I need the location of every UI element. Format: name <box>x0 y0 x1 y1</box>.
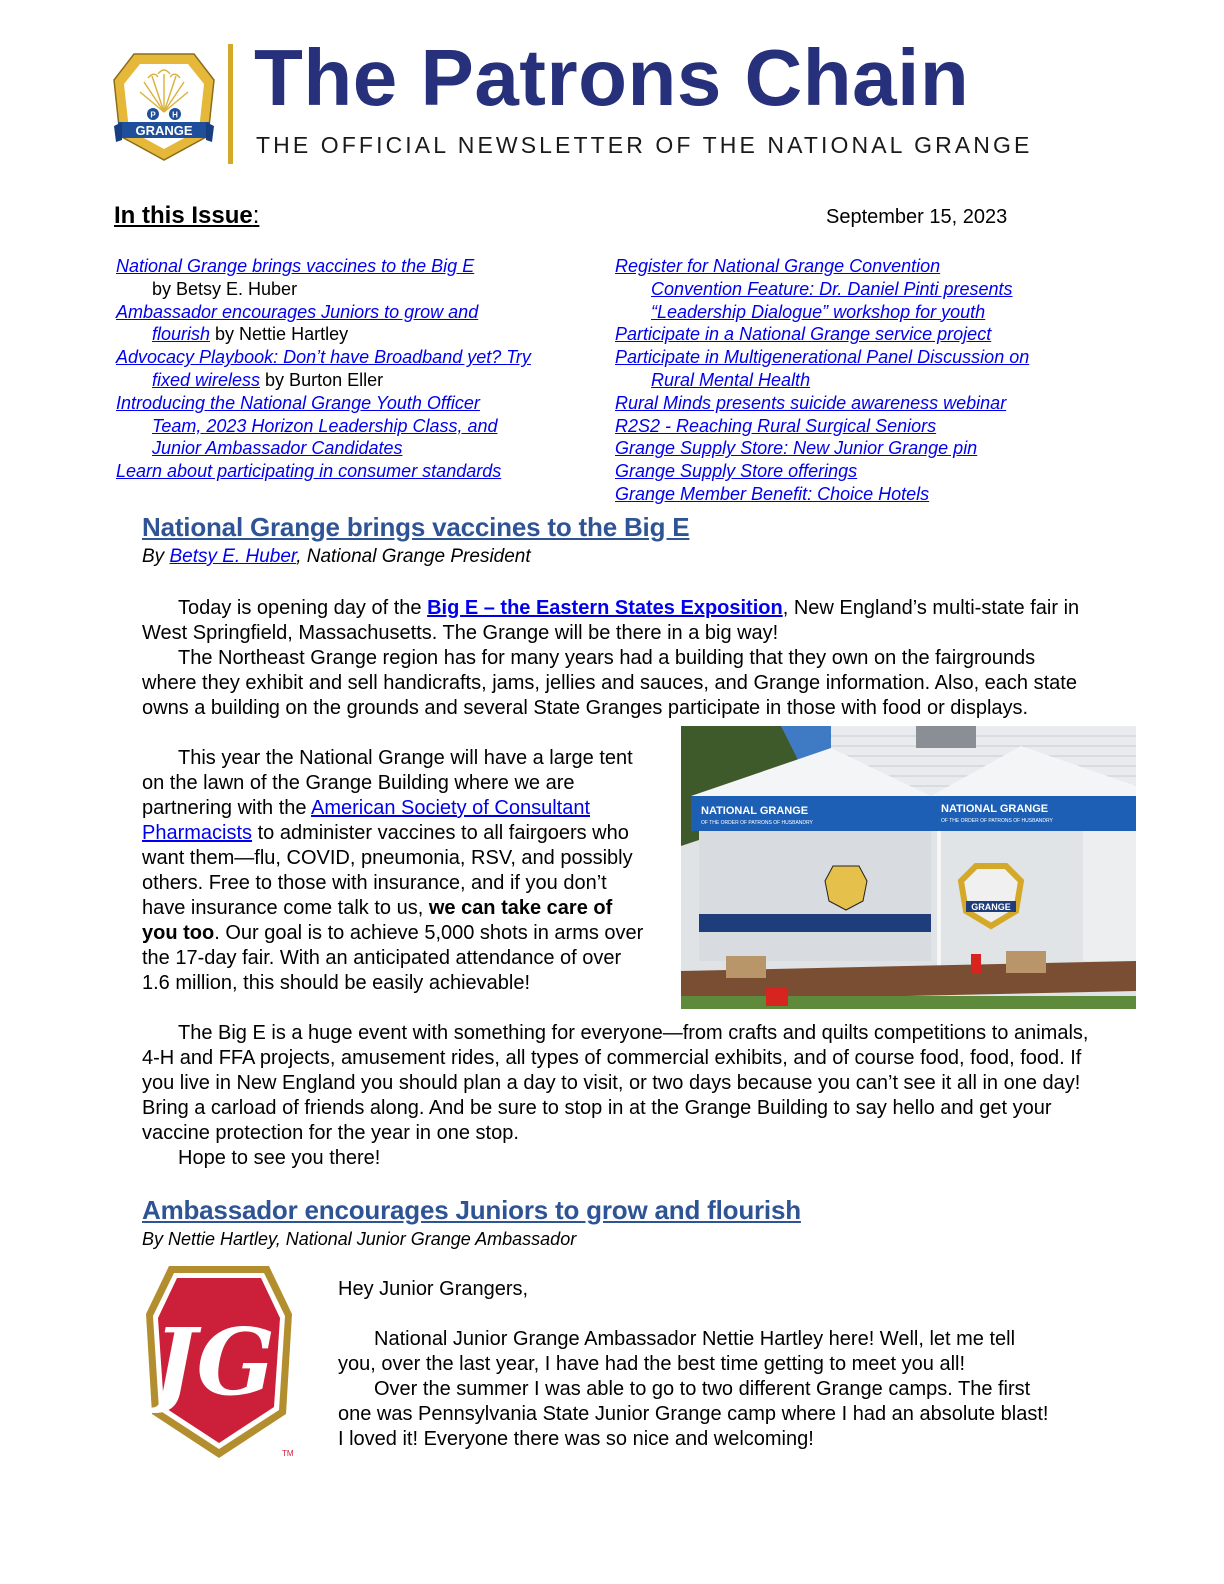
newsletter-title: The Patrons Chain <box>254 33 970 122</box>
toc-link-r2s2[interactable]: R2S2 - Reaching Rural Surgical Seniors <box>615 415 937 436</box>
svg-text:JG: JG <box>152 1308 276 1416</box>
svg-text:OF THE ORDER OF PATRONS OF HUS: OF THE ORDER OF PATRONS OF HUSBANDRY <box>941 818 1053 824</box>
article2-headline[interactable]: Ambassador encourages Juniors to grow and flourish <box>142 1195 801 1225</box>
paragraph: The Big E is a huge event with something for everyone—from crafts and quilts competitions to animals, 4-H and FFA projects, amusement rides, all types of commercial exhibits, and of course food, food, food. If you live in New England you should plan a day to visit, or two days because you can’t see it all in one day! Bring a carload of friends along. And be sure to stop in at the Grange Building to say hello and get your vaccine protection for the year in one stop. <box>142 1022 1089 1144</box>
svg-text:TM: TM <box>282 1449 294 1458</box>
junior-grange-logo-icon <box>144 1264 294 1460</box>
toc-link-youth-officers-cont2[interactable]: Junior Ambassador Candidates <box>152 438 403 459</box>
ascp-link[interactable]: American Society of Consultant Pharmacists <box>142 797 591 844</box>
toc-link-advocacy[interactable]: Advocacy Playbook: Don’t have Broadband yet? Try <box>116 347 531 368</box>
toc-link-youth-officers-cont[interactable]: Team, 2023 Horizon Leadership Class, and <box>152 415 498 436</box>
article1-continued <box>142 1021 1092 1171</box>
toc-byline: by Nettie Hartley <box>210 324 349 345</box>
toc-link-panel-discussion-cont[interactable]: Rural Mental Health <box>651 369 811 390</box>
svg-text:GRANGE: GRANGE <box>135 123 193 138</box>
svg-text:NATIONAL GRANGE: NATIONAL GRANGE <box>941 803 1049 815</box>
article1-wrapped-text <box>142 746 647 996</box>
toc-link-ambassador-cont[interactable]: flourish <box>152 324 211 345</box>
big-e-link[interactable]: Big E – the Eastern States Exposition <box>427 597 783 619</box>
toc-left-column <box>116 255 596 483</box>
toc-link-rural-minds[interactable]: Rural Minds presents suicide awareness webinar <box>615 392 1007 413</box>
tent-photo-image <box>681 726 1136 1009</box>
toc-item <box>615 460 1085 483</box>
paragraph: Hope to see you there! <box>178 1147 381 1169</box>
masthead-divider <box>228 44 233 164</box>
toc-item <box>615 323 1085 346</box>
toc-link-supply-store[interactable]: Grange Supply Store offerings <box>615 461 858 482</box>
article1-intro <box>142 596 1092 721</box>
paragraph: Today is opening day of the Big E – the Eastern States Exposition, New England’s multi-state fair in West Springfield, Massachusetts. The Grange will be there in a big way! <box>142 597 1080 644</box>
toc-item <box>615 346 1085 392</box>
toc-item <box>116 255 596 301</box>
toc-link-vaccines[interactable]: National Grange brings vaccines to the Big E <box>116 256 475 276</box>
grange-emblem-icon <box>112 50 216 162</box>
toc-link-junior-pin[interactable]: Grange Supply Store: New Junior Grange pin <box>615 438 978 459</box>
toc-item <box>615 255 1085 278</box>
toc-link-register-convention[interactable]: Register for National Grange Convention <box>615 256 941 276</box>
svg-text:GRANGE: GRANGE <box>971 902 1011 912</box>
in-this-issue-heading: In this Issue: <box>114 202 260 229</box>
article2-body <box>338 1277 1058 1452</box>
toc-item <box>116 460 596 483</box>
toc-item <box>615 437 1085 460</box>
toc-right-column <box>615 255 1085 506</box>
toc-item <box>615 392 1085 415</box>
toc-link-advocacy-cont[interactable]: fixed wireless <box>152 369 261 390</box>
author-link[interactable]: Betsy E. Huber <box>169 546 297 567</box>
svg-text:H: H <box>172 110 178 120</box>
greeting: Hey Junior Grangers, <box>338 1278 529 1300</box>
toc-link-ambassador[interactable]: Ambassador encourages Juniors to grow and <box>116 301 479 322</box>
paragraph: Over the summer I was able to go to two different Grange camps. The first one was Pennsylvania State Junior Grange camp where I had an absolute blast! I loved it! Everyone there was so nice and welcoming! <box>338 1378 1049 1450</box>
article1-headline[interactable]: National Grange brings vaccines to the Big E <box>142 512 690 542</box>
newsletter-subtitle: THE OFFICIAL NEWSLETTER OF THE NATIONAL GRANGE <box>256 132 1033 158</box>
toc-link-youth-officers[interactable]: Introducing the National Grange Youth Officer <box>116 392 480 413</box>
paragraph: The Northeast Grange region has for many years had a building that they own on the fairgrounds where they exhibit and sell handicrafts, jams, jellies and sauces, and Grange information. Also, each state owns a building on the grounds and several State Granges participate in those with food or displays. <box>142 647 1077 719</box>
masthead <box>112 33 1052 166</box>
toc-item <box>615 415 1085 438</box>
article1-byline: By Betsy E. Huber, National Grange President <box>142 546 531 567</box>
svg-text:OF THE ORDER OF PATRONS OF HUS: OF THE ORDER OF PATRONS OF HUSBANDRY <box>701 820 813 826</box>
svg-text:NATIONAL GRANGE: NATIONAL GRANGE <box>701 805 809 817</box>
toc-link-pinti-cont[interactable]: “Leadership Dialogue” workshop for youth <box>651 301 986 322</box>
toc-link-consumer-standards[interactable]: Learn about participating in consumer standards <box>116 461 502 482</box>
toc-link-service-project[interactable]: Participate in a National Grange service project <box>615 324 992 345</box>
paragraph: National Junior Grange Ambassador Nettie Hartley here! Well, let me tell you, over the last year, I have had the best time getting to meet you all! <box>338 1328 1016 1375</box>
toc-link-panel-discussion[interactable]: Participate in Multigenerational Panel Discussion on <box>615 347 1030 368</box>
svg-text:P: P <box>150 110 156 120</box>
toc-item <box>116 301 596 347</box>
toc-link-pinti[interactable]: Convention Feature: Dr. Daniel Pinti presents <box>651 278 1013 299</box>
toc-item <box>116 346 596 392</box>
toc-item <box>615 483 1085 506</box>
toc-byline: by Burton Eller <box>260 369 384 390</box>
issue-date: September 15, 2023 <box>826 206 1008 228</box>
article2-byline: By Nettie Hartley, National Junior Grange Ambassador <box>142 1229 577 1249</box>
toc-byline: by Betsy E. Huber <box>152 278 298 299</box>
toc-link-choice-hotels[interactable]: Grange Member Benefit: Choice Hotels <box>615 483 930 504</box>
paragraph: This year the National Grange will have a large tent on the lawn of the Grange Building where we are partnering with the American Society of Consultant Pharmacists to administer vaccines to all fairgoers who want them—flu, COVID, pneumonia, RSV, and possibly others. Free to those with insurance, and if you don’t have insurance come talk to us, we can take care of you too. Our goal is to achieve 5,000 shots in arms over the 17-day fair. With an anticipated attendance of over 1.6 million, this should be easily achievable! <box>142 747 644 994</box>
toc-item <box>615 278 1085 324</box>
tent-photo <box>681 726 1136 1009</box>
toc-item <box>116 392 596 460</box>
